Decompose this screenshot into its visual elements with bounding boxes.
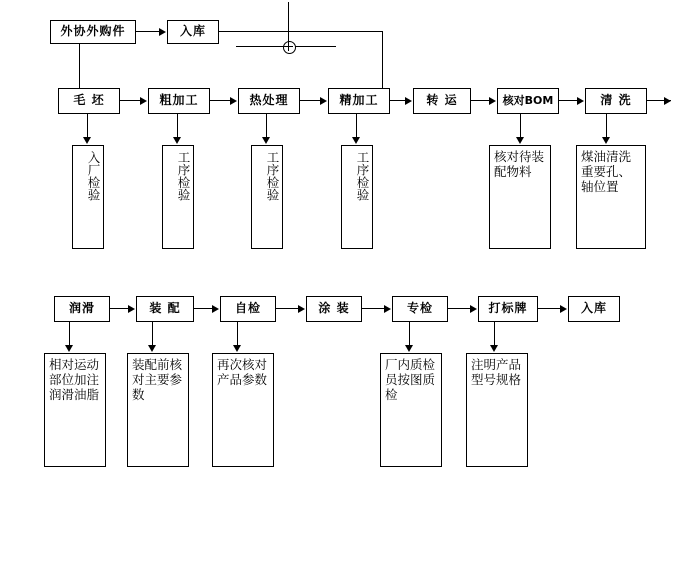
arrow-line-rough-to-heat [210,100,231,101]
arrow-head-rough-down [173,137,181,144]
arrow-head-clean-exit [664,97,671,105]
arrow-head-assemble-down [148,345,156,352]
node-mark[interactable]: 打标牌 [478,296,538,322]
node-heat[interactable]: 热处理 [238,88,300,114]
arrow-line-blank-to-rough [120,100,141,101]
arrow-line-finish-to-transfer [390,100,406,101]
detail-mark: 注明产品型号规格 [466,353,528,467]
arrow-head-specialcheck-to-mark [470,305,477,313]
arrow-head-selfcheck-down [233,345,241,352]
detail-bom: 核对待装配物料 [489,145,551,249]
node-lubricate[interactable]: 润滑 [54,296,110,322]
arrow-line-outsource-to-warehouse [136,31,160,32]
detail-special-check: 厂内质检员按图质检 [380,353,442,467]
detail-self-check: 再次核对产品参数 [212,353,274,467]
node-rough[interactable]: 粗加工 [148,88,210,114]
arrow-line-bom-to-clean [559,100,578,101]
arrow-head-lubricate-down [65,345,73,352]
arrow-head-heat-down [262,137,270,144]
arrow-line-assemble-to-selfcheck [194,308,213,309]
detail-lubricate: 相对运动部位加注润滑油脂 [44,353,106,467]
arrow-head-transfer-to-bom [489,97,496,105]
arrow-head-paint-to-specialcheck [384,305,391,313]
node-outsource[interactable]: 外协外购件 [50,20,136,44]
arrow-line-specialcheck-to-mark [448,308,472,309]
arrow-head-mark-to-warehouse [560,305,567,313]
arrow-head-lubricate-to-assemble [128,305,135,313]
connector-top-vertical [288,2,289,46]
junction-node-icon [283,41,296,54]
detail-process-inspection-1: 工序检验 [162,145,194,249]
arrow-line-transfer-to-bom [471,100,490,101]
arrow-head-blank-to-rough [140,97,147,105]
arrow-line-selfcheck-to-paint [276,308,300,309]
arrow-head-heat-to-finish [320,97,327,105]
connector-warehouse-to-bus [219,31,383,32]
node-finish[interactable]: 精加工 [328,88,390,114]
arrow-line-paint-to-specialcheck [362,308,386,309]
detail-assemble: 装配前核对主要参数 [127,353,189,467]
arrow-line-lubricate-to-assemble [110,308,129,309]
node-warehouse-in-end[interactable]: 入库 [568,296,620,322]
arrow-head-selfcheck-to-paint [298,305,305,313]
node-assemble[interactable]: 装 配 [136,296,194,322]
node-special-check[interactable]: 专检 [392,296,448,322]
node-self-check[interactable]: 自检 [220,296,276,322]
node-transfer[interactable]: 转 运 [413,88,471,114]
detail-process-inspection-3: 工序检验 [341,145,373,249]
arrow-head-rough-to-heat [230,97,237,105]
arrow-head-mark-down [490,345,498,352]
node-clean[interactable]: 清 洗 [585,88,647,114]
arrow-head-outsource-to-warehouse [159,28,166,36]
arrow-head-clean-down [602,137,610,144]
node-check-bom[interactable]: 核对BOM [497,88,559,114]
detail-process-inspection-2: 工序检验 [251,145,283,249]
arrow-head-bom-down [516,137,524,144]
arrow-head-specialcheck-down [405,345,413,352]
arrow-head-assemble-to-selfcheck [212,305,219,313]
node-warehouse-in-top[interactable]: 入库 [167,20,219,44]
node-paint[interactable]: 涂 装 [306,296,362,322]
arrow-head-finish-to-transfer [405,97,412,105]
node-blank[interactable]: 毛 坯 [58,88,120,114]
detail-clean: 煤油清洗重要孔、轴位置 [576,145,646,249]
arrow-line-mark-to-warehouse [538,308,562,309]
arrow-line-heat-to-finish [300,100,321,101]
detail-incoming-inspection: 入厂检验 [72,145,104,249]
arrow-head-finish-down [352,137,360,144]
arrow-head-blank-down [83,137,91,144]
arrow-head-bom-to-clean [577,97,584,105]
